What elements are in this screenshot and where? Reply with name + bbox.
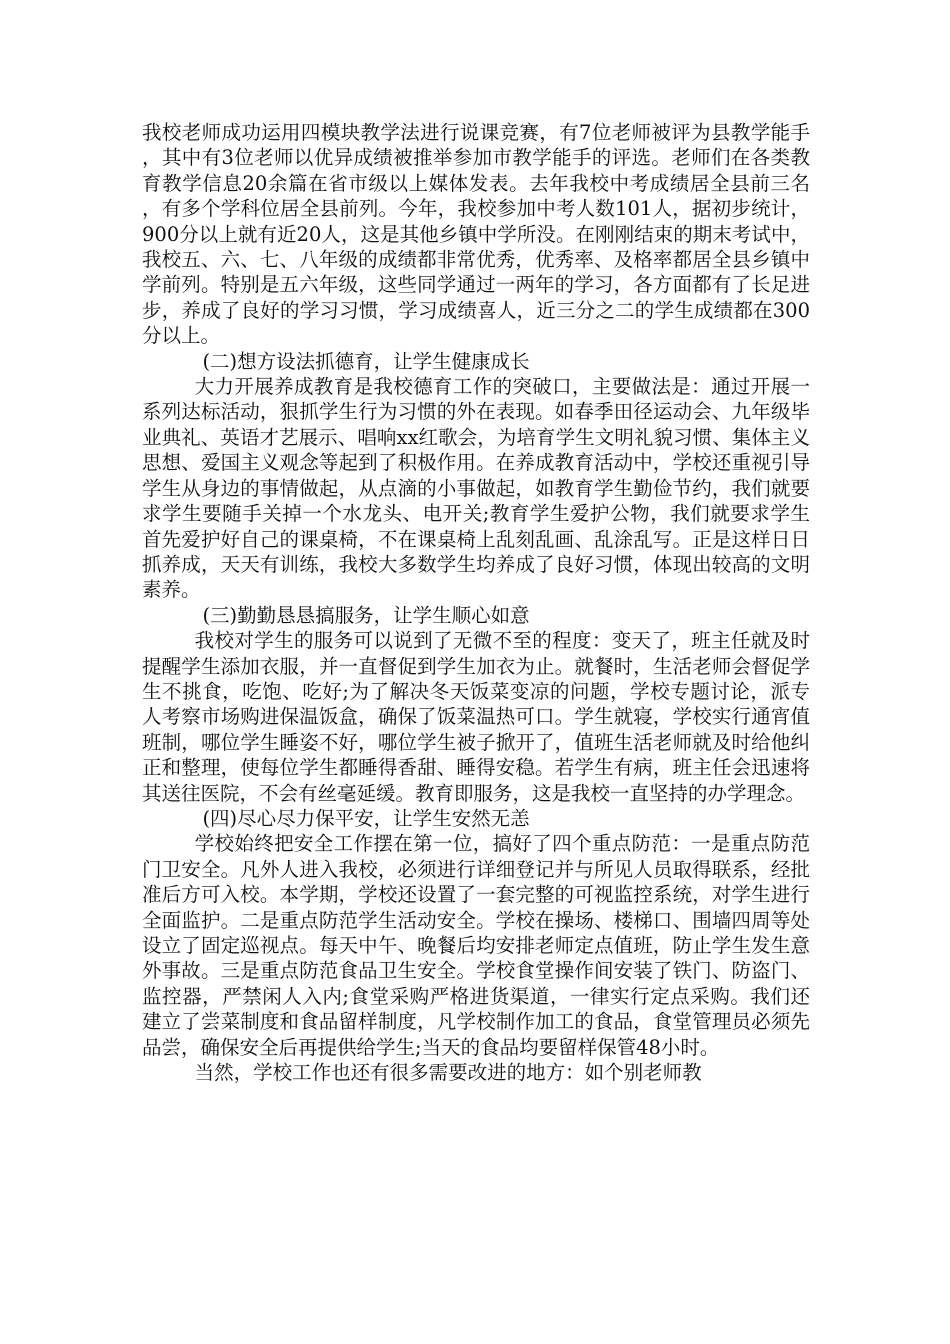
paragraph-teaching-results: 我校老师成功运用四模块教学法进行说课竞赛，有7位老师被评为县教学能手，其中有3位老师以优异成绩被推举参加市教学能手的评选。老师们在各类教育教学信息20余篇在省市级以上媒体发表。去年我校中考成绩居全县前三名，有多个学科位居全县前列。今年，我校参加中考人数101人，据初步统计，900分以上就有近20人，这是其他乡镇中学所没。在刚刚结束的期末考试中，我校五、六、七、八年级的成绩都非常优秀，优秀率、及格率都居全县乡镇中学前列。特别是五六年级，这些同学通过一两年的学习，各方面都有了长足进步，养成了良好的学习习惯，学习成绩喜人，近三分之二的学生成绩都在300分以上。 [142,121,810,348]
paragraph-improvements: 当然，学校工作也还有很多需要改进的地方：如个别老师教 [194,1061,702,1085]
document-page [142,120,810,1085]
section-heading-school-safety: (四)尽心尽力保平安，让学生安然无恙 [202,806,530,830]
paragraph-moral-education: 大力开展养成教育是我校德育工作的突破口，主要做法是：通过开展一系列达标活动，狠抓学生行为习惯的外在表现。如春季田径运动会、九年级毕业典礼、英语才艺展示、唱响xx红歌会，为培育学生文明礼貌习惯、集体主义思想、爱国主义观念等起到了积极作用。在养成教育活动中，学校还重视引导学生从身边的事情做起，从点滴的小事做起，如教育学生勤俭节约，我们就要求学生要随手关掉一个水龙头、电开关;教育学生爱护公物，我们就要求学生首先爱护好自己的课桌椅，不在课桌椅上乱刻乱画、乱涂乱写。正是这样日日抓养成，天天有训练，我校大多数学生均养成了良好习惯，体现出较高的文明素养。 [142,375,810,602]
section-heading-moral-education: (二)想方设法抓德育，让学生健康成长 [202,349,530,373]
section-heading-student-service: (三)勤勤恳恳搞服务，让学生顺心如意 [202,603,530,627]
paragraph-student-service: 我校对学生的服务可以说到了无微不至的程度：变天了，班主任就及时提醒学生添加衣服，并一直督促到学生加衣为止。就餐时，生活老师会督促学生不挑食，吃饱、吃好;为了解决冬天饭菜变凉的问题，学校专题讨论，派专人考察市场购进保温饭盒，确保了饭菜温热可口。学生就寝，学校实行通宵值班制，哪位学生睡姿不好，哪位学生被子掀开了，值班生活老师就及时给他纠正和整理，使每位学生都睡得香甜、睡得安稳。若学生有病，班主任会迅速将其送往医院，不会有丝毫延缓。教育即服务，这是我校一直坚持的办学理念。 [142,629,810,805]
paragraph-school-safety: 学校始终把安全工作摆在第一位，搞好了四个重点防范：一是重点防范门卫安全。凡外人进入我校，必须进行详细登记并与所见人员取得联系，经批准后方可入校。本学期，学校还设置了一套完整的可视监控系统，对学生进行全面监护。二是重点防范学生活动安全。学校在操场、楼梯口、围墙四周等处设立了固定巡视点。每天中午、晚餐后均安排老师定点值班，防止学生发生意外事故。三是重点防范食品卫生安全。学校食堂操作间安装了铁门、防盗门、监控器，严禁闲人入内;食堂采购严格进货渠道，一律实行定点采购。我们还建立了尝菜制度和食品留样制度，凡学校制作加工的食品，食堂管理员必须先品尝，确保安全后再提供给学生;当天的食品均要留样保管48小时。 [142,832,810,1059]
